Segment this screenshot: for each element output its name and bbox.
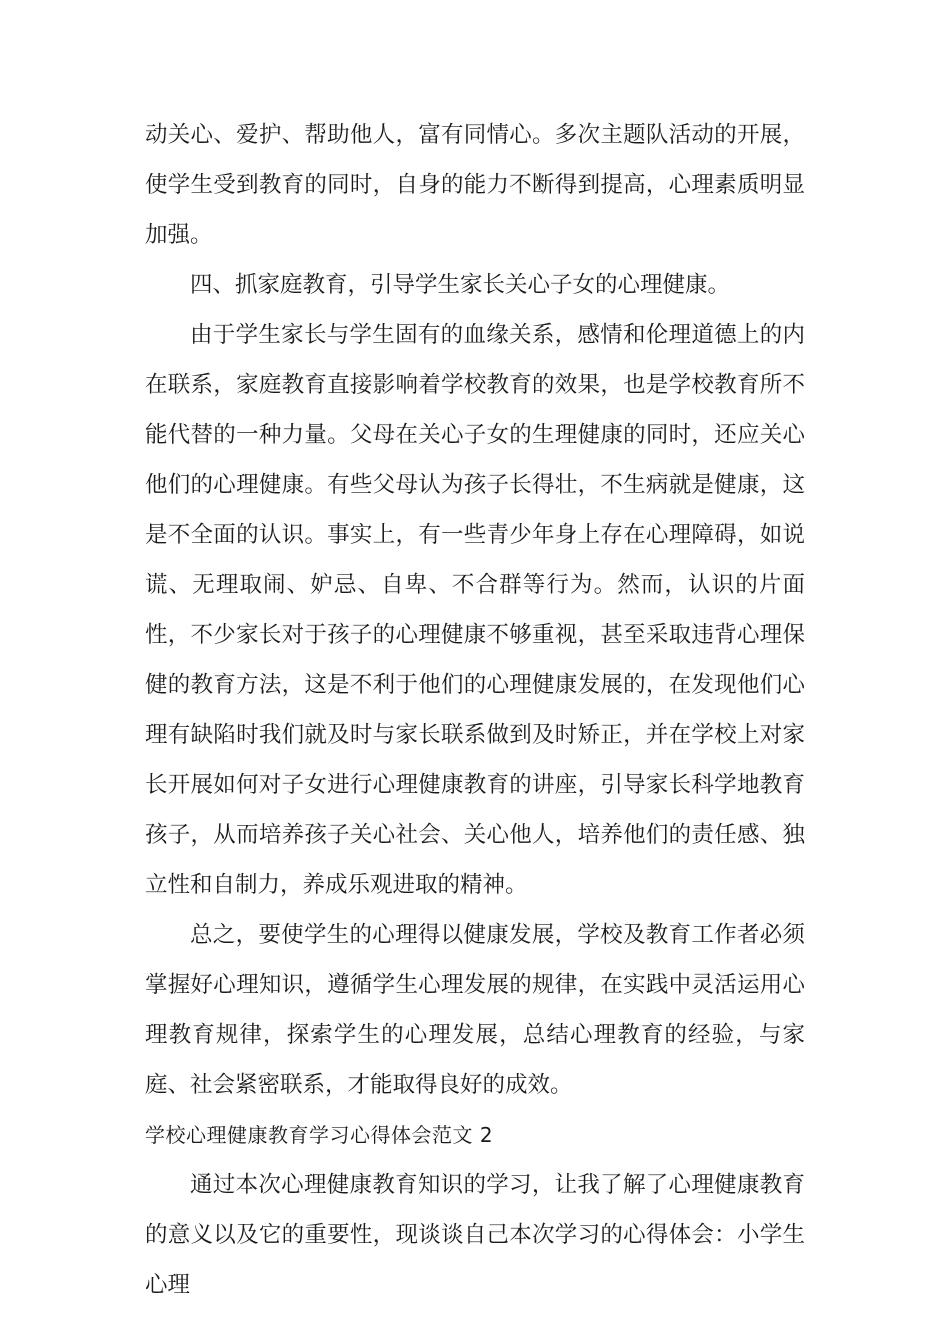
paragraph-1: 动关心、爱护、帮助他人，富有同情心。多次主题队活动的开展，使学生受到教育的同时，自身的能力不断得到提高，心理素质明显加强。	[145, 122, 805, 248]
paragraph-4: 总之，要使学生的心理得以健康发展，学校及教育工作者必须掌握好心理知识，遵循学生心理发展的规律，在实践中灵活运用心理教育规律，探索学生的心理发展，总结心理教育的经验，与家庭、社会紧密联系，才能取得良好的成效。	[145, 922, 805, 1098]
paragraph-3: 由于学生家长与学生固有的血缘关系，感情和伦理道德上的内在联系，家庭教育直接影响着学校教育的效果，也是学校教育所不能代替的一种力量。父母在关心子女的生理健康的同时，还应关心他们的心理健康。有些父母认为孩子长得壮，不生病就是健康，这是不全面的认识。事实上，有一些青少年身上存在心理障碍，如说谎、无理取闹、妒忌、自卑、不合群等行为。然而，认识的片面性，不少家长对于孩子的心理健康不够重视，甚至采取违背心理保健的教育方法，这是不利于他们的心理健康发展的，在发现他们心理有缺陷时我们就及时与家长联系做到及时矫正，并在学校上对家长开展如何对子女进行心理健康教育的讲座，引导家长科学地教育孩子，从而培养孩子关心社会、关心他人，培养他们的责任感、独立性和自制力，养成乐观进取的精神。	[145, 322, 805, 898]
paragraph-2: 四、抓家庭教育，引导学生家长关心子女的心理健康。	[190, 272, 731, 298]
paragraph-5: 通过本次心理健康教育知识的学习，让我了解了心理健康教育的意义以及它的重要性，现谈谈自己本次学习的心得体会：小学生心理	[145, 1172, 805, 1298]
section-heading: 学校心理健康教育学习心得体会范文 2	[145, 1123, 494, 1147]
document-body	[145, 110, 805, 1310]
